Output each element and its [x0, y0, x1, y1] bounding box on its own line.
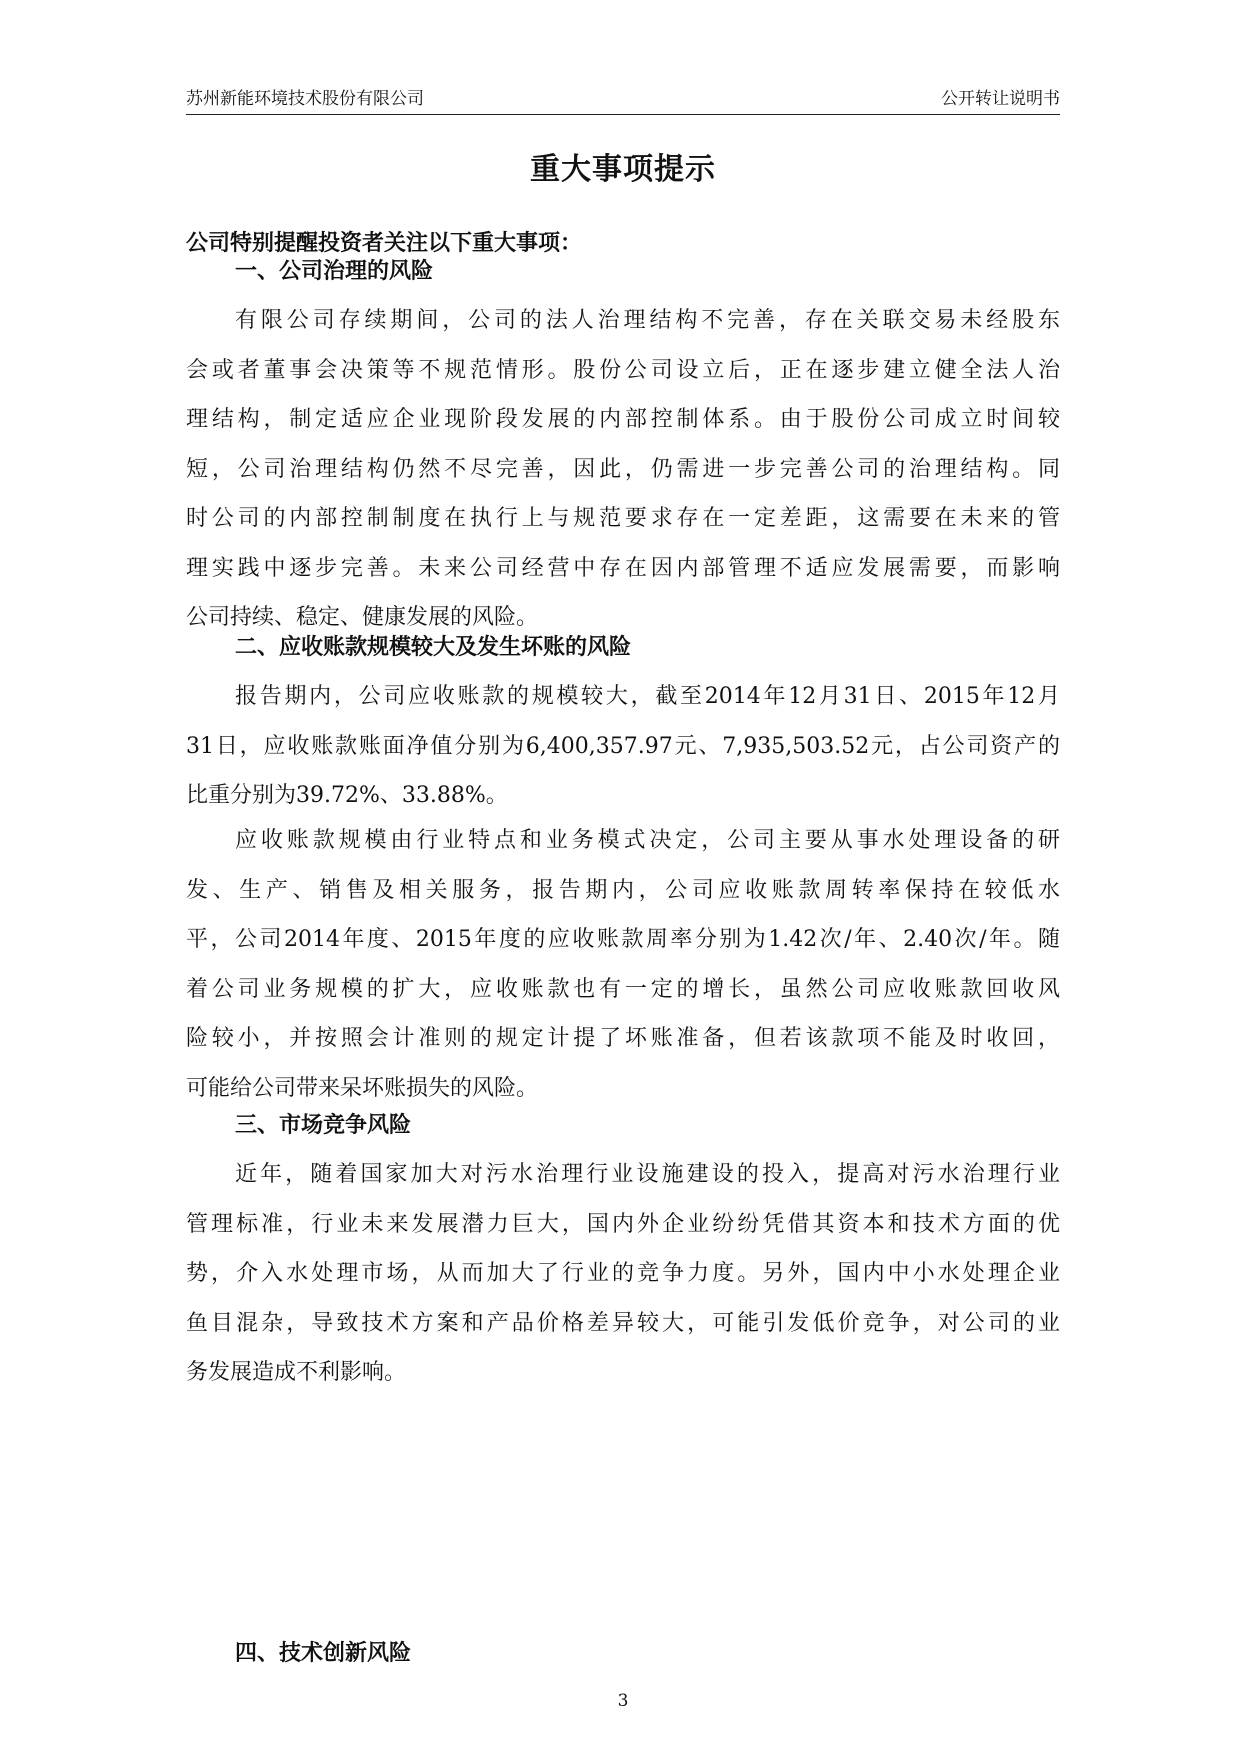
- text-line: 公司持续、稳定、健康发展的风险。: [186, 605, 539, 630]
- text-line: 管理标准，行业未来发展潜力巨大，国内外企业纷纷凭借其资本和技术方面的优: [186, 1211, 1060, 1237]
- intro-statement: 公司特别提醒投资者关注以下重大事项：: [186, 230, 583, 256]
- text-line: 应收账款规模由行业特点和业务模式决定，公司主要从事水处理设备的研: [235, 828, 1060, 853]
- paragraph-governance-risk: [186, 296, 1060, 643]
- text-line: 时公司的内部控制制度在执行上与规范要求存在一定差距，这需要在未来的管: [186, 506, 1060, 531]
- header-document-type: 公开转让说明书: [941, 89, 1060, 109]
- paragraph-market-competition: [186, 1150, 1060, 1398]
- text-line: 报告期内，公司应收账款的规模较大，截至2014年12月31日、2015年12月: [235, 684, 1060, 709]
- section-heading-market-competition-risk: 三、市场竞争风险: [235, 1112, 412, 1138]
- text-line: 鱼目混杂，导致技术方案和产品价格差异较大，可能引发低价竞争，对公司的业: [186, 1310, 1060, 1336]
- text-line: 短，公司治理结构仍然不尽完善，因此，仍需进一步完善公司的治理结构。同: [186, 456, 1060, 482]
- text-line: 势，介入水处理市场，从而加大了行业的竞争力度。另外，国内中小水处理企业: [186, 1261, 1060, 1286]
- text-line: 会或者董事会决策等不规范情形。股份公司设立后，正在逐步建立健全法人治: [186, 357, 1060, 383]
- text-line: 着公司业务规模的扩大，应收账款也有一定的增长，虽然公司应收账款回收风: [186, 976, 1060, 1002]
- section-heading-tech-innovation-risk: 四、技术创新风险: [235, 1640, 412, 1666]
- text-line: 比重分别为39.72%、33.88%。: [186, 783, 508, 808]
- text-line: 发、生产、销售及相关服务，报告期内，公司应收账款周转率保持在较低水: [186, 877, 1060, 903]
- page-header: [186, 88, 1060, 115]
- paragraph-receivables-figures: [186, 672, 1060, 821]
- text-line: 险较小，并按照会计准则的规定计提了坏账准备，但若该款项不能及时收回，: [186, 1026, 1060, 1051]
- paragraph-receivables-analysis: [186, 816, 1060, 1113]
- page-title: 重大事项提示: [530, 152, 716, 187]
- text-line: 平，公司2014年度、2015年度的应收账款周率分别为1.42次/年、2.40次/年。随: [186, 927, 1060, 952]
- text-line: 有限公司存续期间，公司的法人治理结构不完善，存在关联交易未经股东: [235, 308, 1060, 333]
- text-line: 可能给公司带来呆坏账损失的风险。: [186, 1075, 539, 1101]
- page-number: 3: [617, 1691, 629, 1711]
- text-line: 务发展造成不利影响。: [186, 1360, 407, 1385]
- text-line: 近年，随着国家加大对污水治理行业设施建设的投入，提高对污水治理行业: [235, 1162, 1060, 1187]
- text-line: 理实践中逐步完善。未来公司经营中存在因内部管理不适应发展需要，而影响: [186, 555, 1060, 581]
- text-line: 理结构，制定适应企业现阶段发展的内部控制体系。由于股份公司成立时间较: [186, 407, 1060, 432]
- header-company-name: 苏州新能环境技术股份有限公司: [186, 89, 424, 109]
- text-line: 31日，应收账款账面净值分别为6,400,357.97元、7,935,503.52元，占公司资产的: [186, 733, 1060, 759]
- section-heading-receivables-risk: 二、应收账款规模较大及发生坏账的风险: [235, 634, 632, 660]
- section-heading-governance-risk: 一、公司治理的风险: [235, 258, 434, 284]
